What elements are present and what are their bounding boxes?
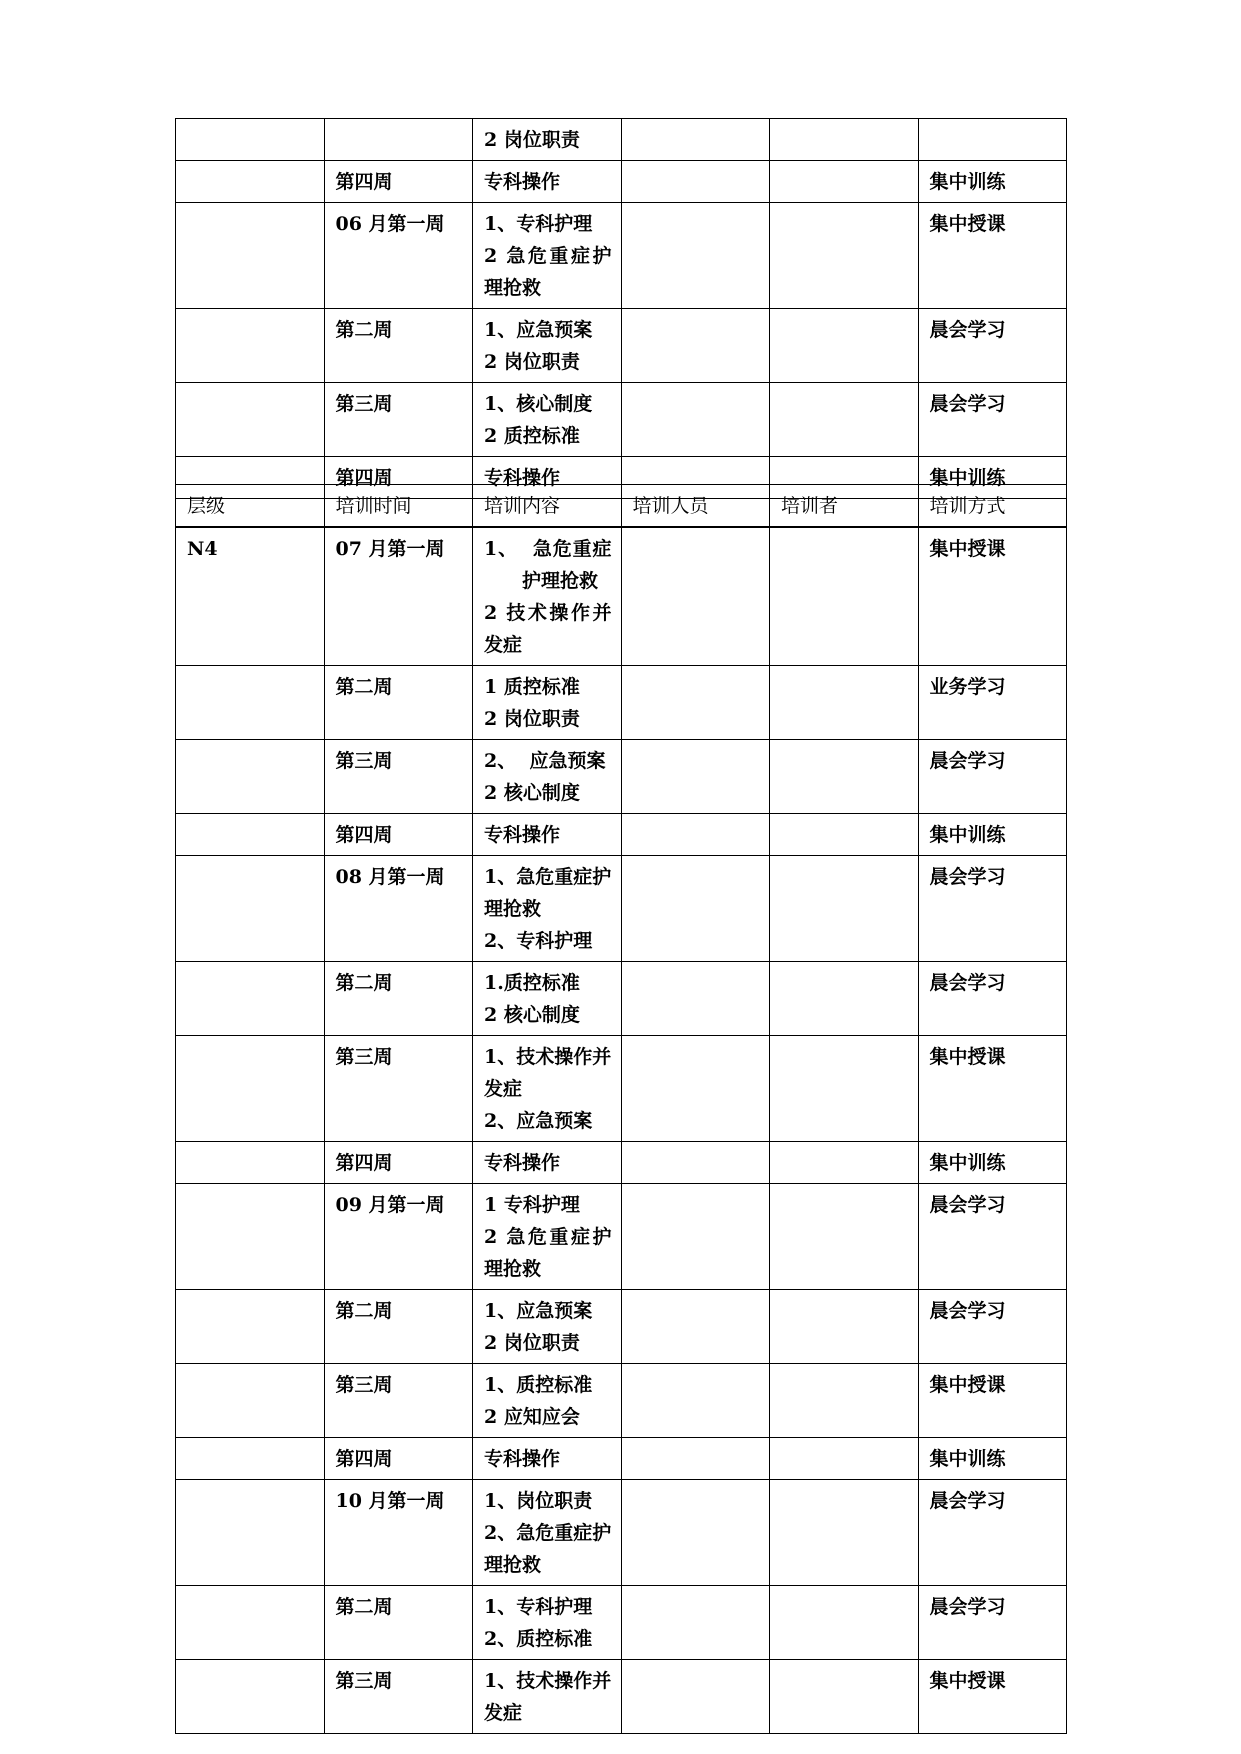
trainees-cell	[621, 962, 770, 1036]
content-cell	[473, 1290, 622, 1364]
trainer-cell	[770, 527, 919, 666]
time-cell: 第二周	[324, 666, 473, 740]
method-cell: 集中授课	[918, 1660, 1067, 1734]
content-line: 2、急危重症护	[484, 1522, 612, 1544]
method-cell: 晨会学习	[918, 1586, 1067, 1660]
method-cell: 集中训练	[918, 1142, 1067, 1184]
content-line: 专科操作	[484, 824, 561, 846]
content-line: 2 岗位职责	[484, 1332, 580, 1354]
content-cell	[473, 740, 622, 814]
time-cell: 07 月第一周	[324, 527, 473, 666]
level-cell	[176, 1036, 325, 1142]
level-cell	[176, 1142, 325, 1184]
table1-body	[176, 119, 1067, 499]
content-cell	[473, 1036, 622, 1142]
table-row	[176, 1184, 1067, 1290]
level-cell	[176, 740, 325, 814]
trainer-cell	[770, 856, 919, 962]
training-schedule-table-continued	[175, 118, 1067, 499]
time-cell: 第四周	[324, 814, 473, 856]
method-cell: 晨会学习	[918, 740, 1067, 814]
content-cell	[473, 527, 622, 666]
trainer-cell	[770, 119, 919, 161]
time-cell: 第三周	[324, 740, 473, 814]
content-line: 1、技术操作并	[484, 1670, 612, 1692]
trainer-cell	[770, 1660, 919, 1734]
time-cell: 第二周	[324, 309, 473, 383]
level-cell	[176, 203, 325, 309]
content-line: 专科操作	[484, 1152, 561, 1174]
trainees-cell	[621, 203, 770, 309]
method-cell: 晨会学习	[918, 1184, 1067, 1290]
time-cell: 第二周	[324, 1290, 473, 1364]
header-trainer: 培训者	[770, 485, 919, 528]
level-cell	[176, 1184, 325, 1290]
content-line: 1、应急预案	[484, 1300, 593, 1322]
content-line: 1、专科护理	[484, 213, 593, 235]
table-row	[176, 383, 1067, 457]
method-cell: 晨会学习	[918, 856, 1067, 962]
method-cell: 集中训练	[918, 1438, 1067, 1480]
method-cell: 集中训练	[918, 457, 1067, 499]
trainer-cell	[770, 1438, 919, 1480]
trainees-cell	[621, 740, 770, 814]
table-row	[176, 527, 1067, 666]
trainer-cell	[770, 962, 919, 1036]
table-row	[176, 1480, 1067, 1586]
header-level: 层级	[176, 485, 325, 528]
trainees-cell	[621, 1660, 770, 1734]
content-line: 2 急危重症护	[484, 1226, 612, 1248]
trainer-cell	[770, 383, 919, 457]
trainer-cell	[770, 1364, 919, 1438]
level-cell: N4	[176, 527, 325, 666]
content-line: 专科操作	[484, 1448, 561, 1470]
level-cell	[176, 1480, 325, 1586]
content-line: 1、技术操作并	[484, 1046, 612, 1068]
method-cell: 晨会学习	[918, 1290, 1067, 1364]
table-row	[176, 1290, 1067, 1364]
trainer-cell	[770, 309, 919, 383]
level-cell	[176, 814, 325, 856]
content-line: 1、应急预案	[484, 319, 593, 341]
table-row	[176, 1586, 1067, 1660]
trainer-cell	[770, 1036, 919, 1142]
level-cell	[176, 1364, 325, 1438]
content-line: 1、急危重症护	[484, 866, 612, 888]
content-line: 1、核心制度	[484, 393, 593, 415]
content-line: 理抢救	[484, 1554, 542, 1576]
table-row	[176, 309, 1067, 383]
level-cell	[176, 1586, 325, 1660]
content-line: 2 应知应会	[484, 1406, 580, 1428]
level-cell	[176, 856, 325, 962]
content-cell	[473, 1184, 622, 1290]
content-cell	[473, 1480, 622, 1586]
time-cell	[324, 119, 473, 161]
header-method: 培训方式	[918, 485, 1067, 528]
content-cell	[473, 203, 622, 309]
trainees-cell	[621, 1586, 770, 1660]
table-row	[176, 1438, 1067, 1480]
level-cell	[176, 309, 325, 383]
content-cell	[473, 383, 622, 457]
trainees-cell	[621, 161, 770, 203]
table-row	[176, 119, 1067, 161]
trainer-cell	[770, 1142, 919, 1184]
content-line: 2 核心制度	[484, 1004, 580, 1026]
content-line: 1 质控标准	[484, 676, 580, 698]
trainer-cell	[770, 1480, 919, 1586]
trainees-cell	[621, 1142, 770, 1184]
method-cell: 晨会学习	[918, 309, 1067, 383]
content-line: 1 专科护理	[484, 1194, 580, 1216]
trainer-cell	[770, 203, 919, 309]
content-cell	[473, 1364, 622, 1438]
level-cell	[176, 383, 325, 457]
content-line: 发症	[484, 634, 523, 656]
trainees-cell	[621, 1438, 770, 1480]
trainees-cell	[621, 383, 770, 457]
level-cell	[176, 1438, 325, 1480]
table-row	[176, 1142, 1067, 1184]
content-line: 2 岗位职责	[484, 708, 580, 730]
trainees-cell	[621, 814, 770, 856]
content-line: 1、质控标准	[484, 1374, 593, 1396]
content-cell	[473, 666, 622, 740]
method-cell: 晨会学习	[918, 383, 1067, 457]
content-cell	[473, 856, 622, 962]
time-cell: 10 月第一周	[324, 1480, 473, 1586]
content-cell	[473, 814, 622, 856]
table-row	[176, 814, 1067, 856]
time-cell: 第三周	[324, 1364, 473, 1438]
level-cell	[176, 1660, 325, 1734]
content-line: 2 核心制度	[484, 782, 580, 804]
time-cell: 第四周	[324, 457, 473, 499]
content-line: 2 急危重症护	[484, 245, 612, 267]
level-cell	[176, 666, 325, 740]
trainees-cell	[621, 119, 770, 161]
table2-body	[176, 485, 1067, 1734]
content-line: 1、岗位职责	[484, 1490, 593, 1512]
method-cell: 业务学习	[918, 666, 1067, 740]
content-line: 护理抢救	[522, 570, 599, 592]
trainees-cell	[621, 1036, 770, 1142]
time-cell: 第四周	[324, 1438, 473, 1480]
trainees-cell	[621, 527, 770, 666]
content-line: 理抢救	[484, 898, 542, 920]
content-line: 2 质控标准	[484, 425, 580, 447]
content-line: 2、 应急预案	[484, 750, 606, 772]
time-cell: 第四周	[324, 1142, 473, 1184]
content-line: 2 技术操作并	[484, 602, 612, 624]
table-row	[176, 666, 1067, 740]
content-line: 专科操作	[484, 467, 561, 489]
content-cell	[473, 309, 622, 383]
method-cell: 晨会学习	[918, 1480, 1067, 1586]
time-cell: 第二周	[324, 962, 473, 1036]
content-line: 发症	[484, 1078, 523, 1100]
method-cell: 晨会学习	[918, 962, 1067, 1036]
content-line: 2、专科护理	[484, 930, 593, 952]
content-cell	[473, 161, 622, 203]
header-time: 培训时间	[324, 485, 473, 528]
table-row	[176, 1364, 1067, 1438]
trainer-cell	[770, 161, 919, 203]
content-line: 1.质控标准	[484, 972, 580, 994]
trainees-cell	[621, 1364, 770, 1438]
table-row	[176, 161, 1067, 203]
content-line: 1、 急危重症	[484, 538, 612, 560]
trainer-cell	[770, 666, 919, 740]
content-line: 2、质控标准	[484, 1628, 593, 1650]
training-schedule-table-n4	[175, 484, 1067, 1734]
content-cell	[473, 1660, 622, 1734]
level-cell	[176, 962, 325, 1036]
content-cell	[473, 1586, 622, 1660]
content-line: 2 岗位职责	[484, 351, 580, 373]
time-cell: 09 月第一周	[324, 1184, 473, 1290]
method-cell	[918, 119, 1067, 161]
content-cell	[473, 962, 622, 1036]
method-cell: 集中训练	[918, 814, 1067, 856]
trainer-cell	[770, 814, 919, 856]
table-row	[176, 856, 1067, 962]
table-row	[176, 1660, 1067, 1734]
level-cell	[176, 161, 325, 203]
content-line: 2、应急预案	[484, 1110, 593, 1132]
content-line: 专科操作	[484, 171, 561, 193]
content-cell	[473, 1142, 622, 1184]
table-row	[176, 203, 1067, 309]
table-row	[176, 1036, 1067, 1142]
trainer-cell	[770, 1184, 919, 1290]
time-cell: 08 月第一周	[324, 856, 473, 962]
content-cell	[473, 1438, 622, 1480]
level-cell	[176, 1290, 325, 1364]
content-line: 理抢救	[484, 1258, 542, 1280]
trainees-cell	[621, 309, 770, 383]
trainer-cell	[770, 1290, 919, 1364]
time-cell: 第四周	[324, 161, 473, 203]
time-cell: 06 月第一周	[324, 203, 473, 309]
time-cell: 第三周	[324, 1036, 473, 1142]
trainees-cell	[621, 666, 770, 740]
trainer-cell	[770, 1586, 919, 1660]
method-cell: 集中授课	[918, 203, 1067, 309]
trainer-cell	[770, 740, 919, 814]
method-cell: 集中训练	[918, 161, 1067, 203]
content-line: 1、专科护理	[484, 1596, 593, 1618]
content-cell	[473, 119, 622, 161]
time-cell: 第三周	[324, 383, 473, 457]
trainees-cell	[621, 1480, 770, 1586]
content-line: 2 岗位职责	[484, 129, 580, 151]
time-cell: 第三周	[324, 1660, 473, 1734]
content-line: 理抢救	[484, 277, 542, 299]
method-cell: 集中授课	[918, 527, 1067, 666]
trainees-cell	[621, 856, 770, 962]
table-row	[176, 962, 1067, 1036]
time-cell: 第二周	[324, 1586, 473, 1660]
content-line: 发症	[484, 1702, 523, 1724]
table-header-row	[176, 485, 1067, 528]
header-content: 培训内容	[473, 485, 622, 528]
table-row	[176, 740, 1067, 814]
trainees-cell	[621, 1184, 770, 1290]
header-trainees: 培训人员	[621, 485, 770, 528]
trainees-cell	[621, 1290, 770, 1364]
level-cell	[176, 119, 325, 161]
method-cell: 集中授课	[918, 1364, 1067, 1438]
method-cell: 集中授课	[918, 1036, 1067, 1142]
